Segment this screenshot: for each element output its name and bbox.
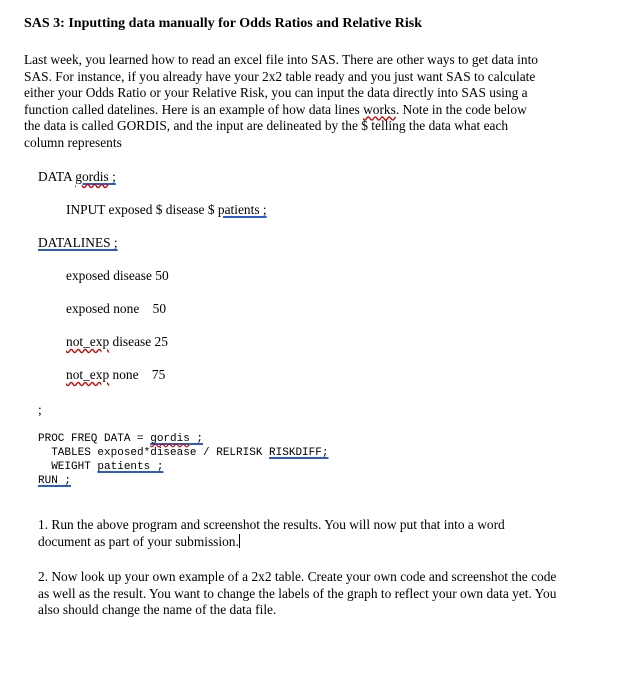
text-span: INPUT exposed $ disease $ [66, 202, 218, 217]
text-line: 1. Run the above program and screenshot the results. You will now put that into a word [38, 517, 505, 532]
text-line: also should change the name of the data file. [38, 602, 277, 617]
code-data-line [38, 169, 116, 186]
data-row: exposed none 50 [66, 301, 167, 316]
text-line: column represents [24, 134, 122, 150]
code-line [38, 432, 328, 446]
text-span: WEIGHT [38, 461, 98, 473]
semicolon: ; [38, 402, 42, 417]
text-span: DATA [38, 169, 76, 184]
text-line: either your Odds Ratio or your Relative Risk, you can input the data directly into SAS using a [24, 85, 528, 100]
text-line [24, 102, 538, 119]
text-line [38, 534, 505, 551]
question-2 [38, 569, 556, 619]
data-row [66, 334, 168, 351]
text-span: not_exp [66, 367, 110, 382]
dataset-name: gordis [75, 169, 109, 184]
proc-code-block [38, 432, 328, 488]
intro-paragraph [24, 52, 538, 151]
text-cursor [239, 534, 240, 548]
text-span: function called datelines. Here is an example of how data lines [24, 101, 364, 117]
text-span: patients ; [97, 461, 164, 473]
code-line [38, 446, 328, 460]
data-row: exposed disease 50 [66, 268, 169, 283]
text-span: disease 25 [112, 334, 168, 349]
code-input-line [66, 202, 267, 219]
text-span: RISKDIFF; [269, 447, 329, 459]
text-line: as well as the result. You want to change the labels of the graph to reflect your own data yet. You [38, 585, 557, 601]
text-span: none 75 [112, 367, 166, 382]
text-line: 2. Now look up your own example of a 2x2 table. Create your own code and screenshot the code [38, 569, 557, 584]
document-title: SAS 3: Inputting data manually for Odds Ratios and Relative Risk [24, 16, 423, 31]
data-row [66, 367, 165, 384]
dataset-name: gordis [150, 433, 190, 445]
question-1 [38, 517, 505, 550]
text-line: the data is called GORDIS, and the input are delineated by the $ telling the data what each [24, 118, 509, 133]
text-span: PROC FREQ DATA = [38, 433, 151, 445]
text-span: ; [189, 433, 204, 445]
text-span: not_exp [66, 334, 110, 349]
spelling-flagged-word: works [363, 101, 396, 117]
text-span: . Note in the code below [395, 101, 527, 117]
text-line: Last week, you learned how to read an excel file into SAS. There are other ways to get data into [24, 52, 539, 67]
text-span: document as part of your submission. [38, 533, 239, 549]
text-line: SAS. For instance, if you already have your 2x2 table ready and you just want SAS to calculate [24, 68, 536, 84]
text-span: patients ; [217, 202, 267, 217]
code-line: RUN ; [38, 475, 72, 487]
code-line [38, 460, 328, 474]
text-span: TABLES exposed*disease / RELRISK [38, 447, 270, 459]
code-datalines: DATALINES ; [38, 235, 118, 250]
text-span: ; [108, 169, 116, 184]
